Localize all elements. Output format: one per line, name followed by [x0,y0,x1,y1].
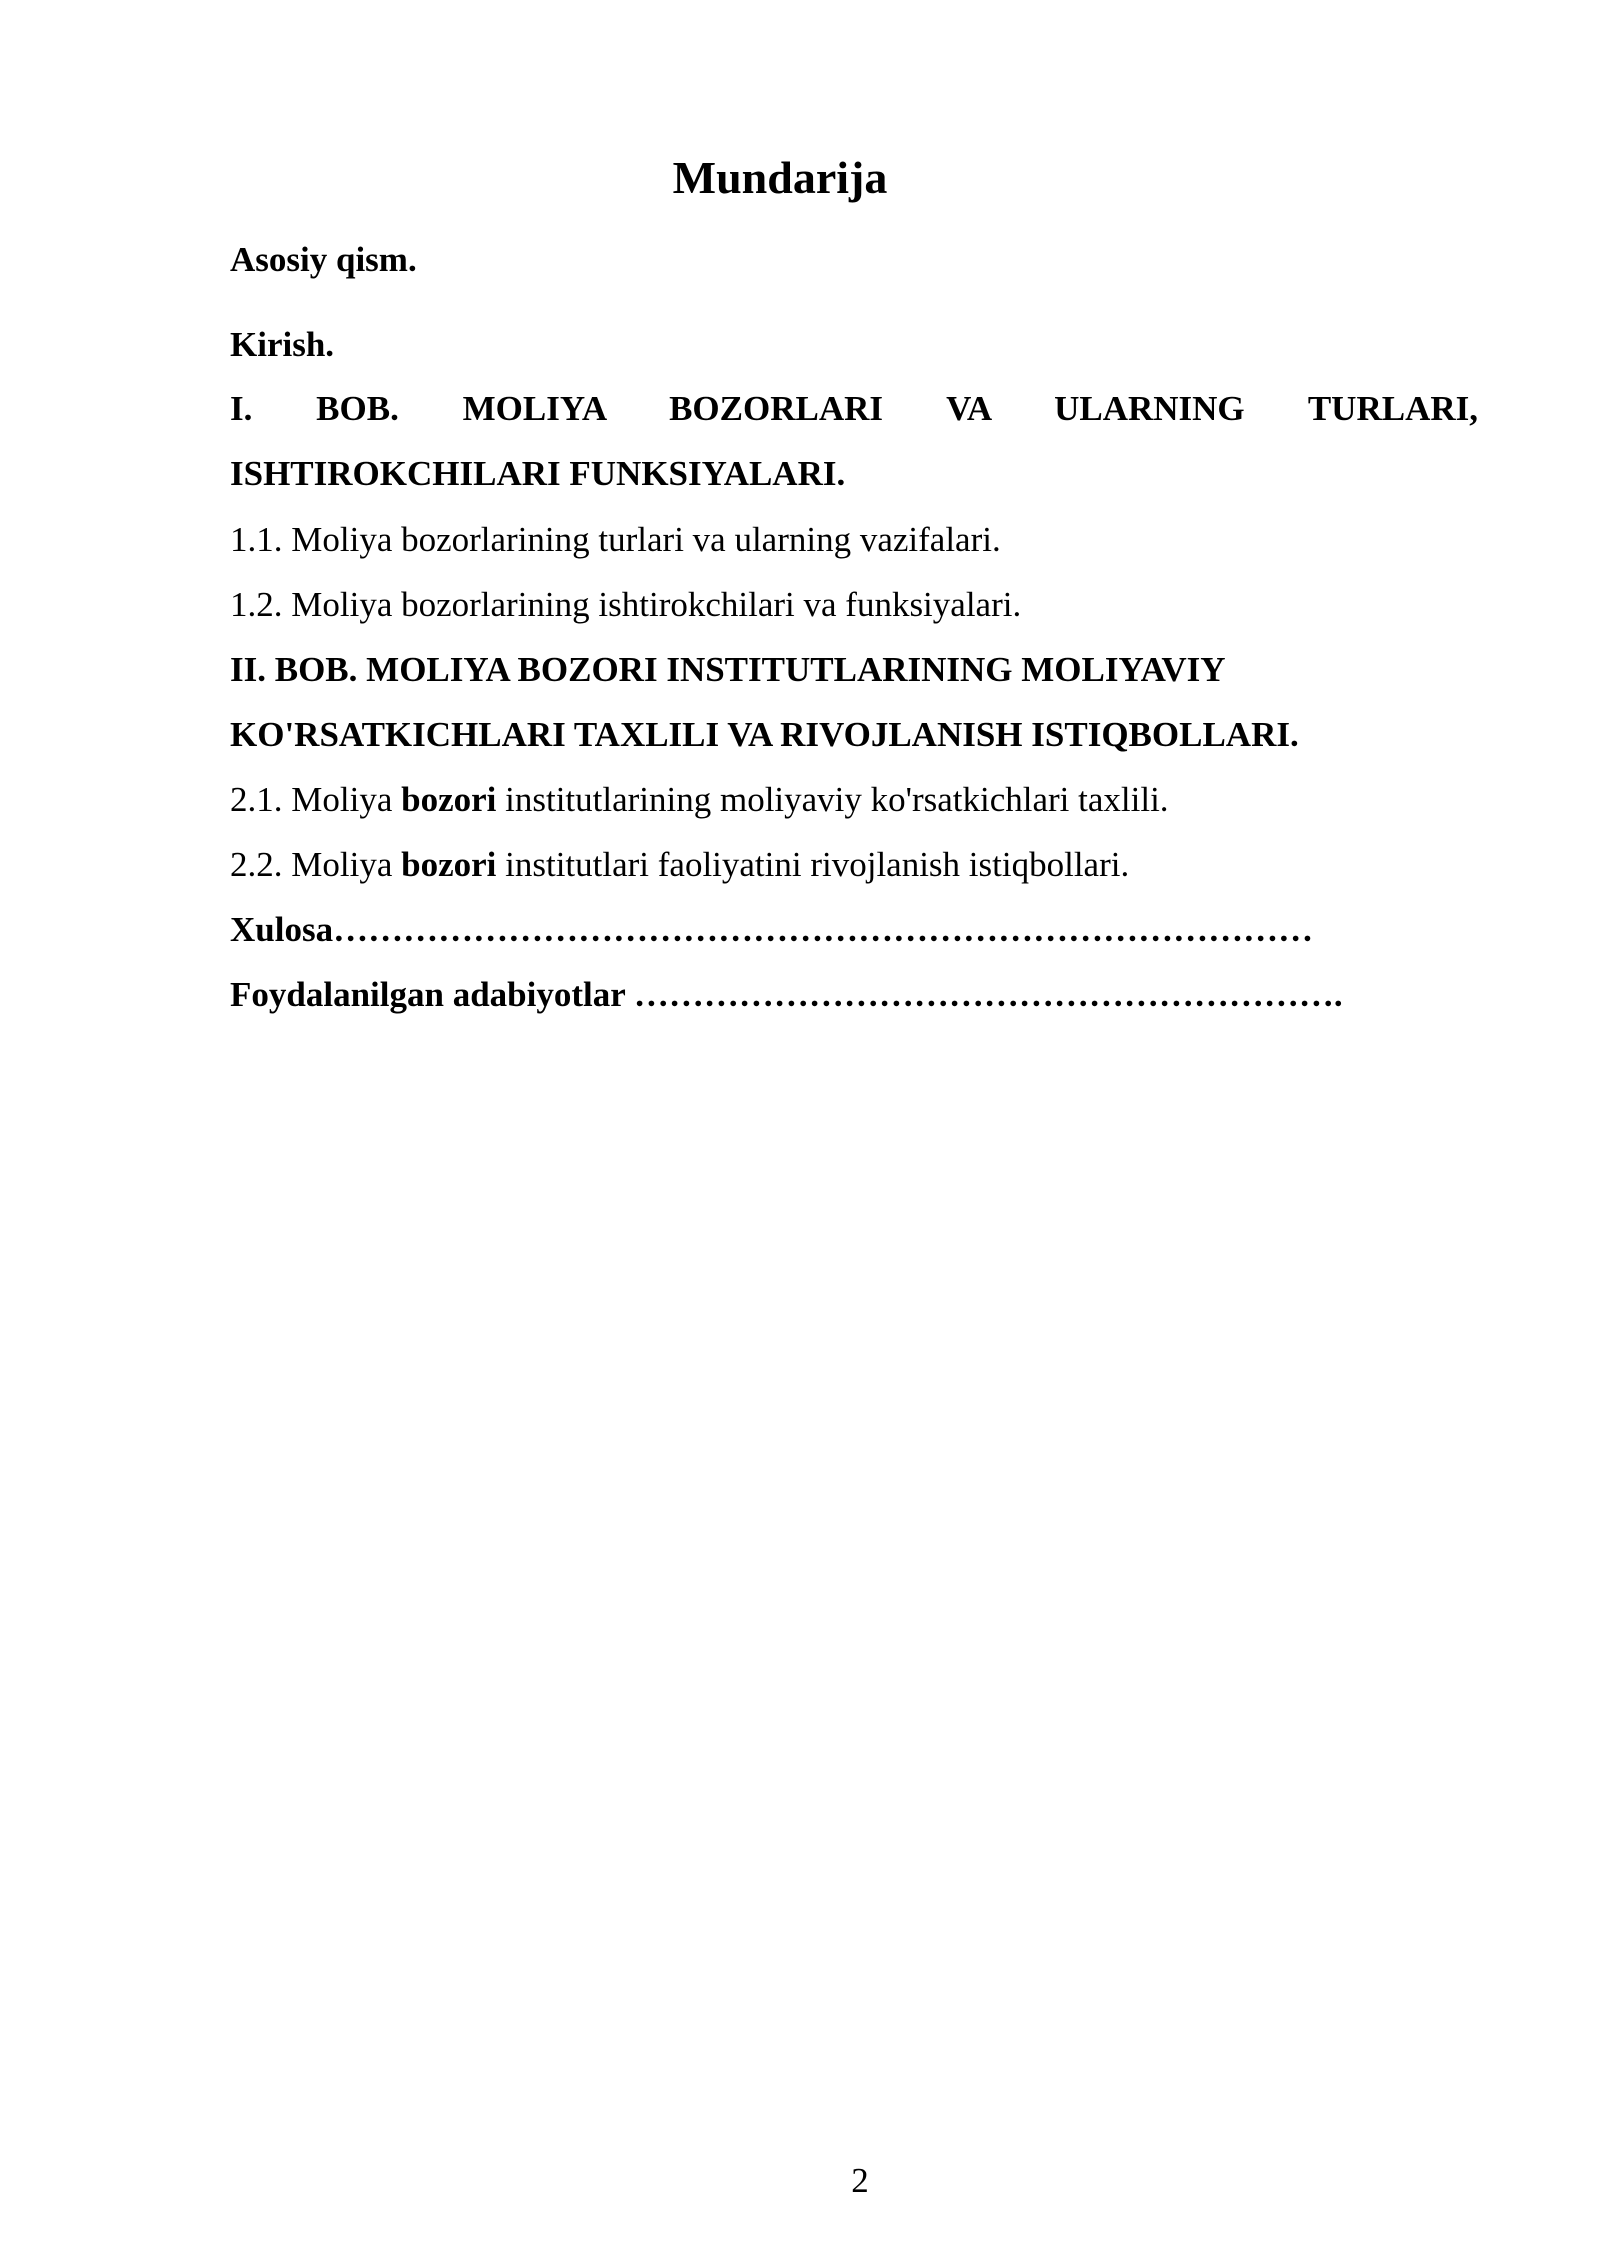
toc-main-part-heading: Asosiy qism. [230,240,417,279]
toc-section-2-2 [230,842,1478,888]
page-number: 2 [851,2161,869,2200]
toc-section-1-2: 1.2. Moliya bozorlarining ishtirokchilari va funksiyalari. [230,585,1022,624]
toc-introduction: Kirish. [230,325,335,364]
toc-section-2-2-prefix: 2.2. Moliya [230,845,402,884]
toc-conclusion: Xulosa………………………………………………………………………… [230,910,1314,949]
toc-section-2-2-suffix: institutlari faoliyatini rivojlanish istiqbollari. [496,845,1130,884]
page-title: Mundarija [672,152,888,203]
toc-chapter-2-line-1: II. BOB. MOLIYA BOZORI INSTITUTLARINING MOLIYAVIY [230,650,1226,689]
toc-references: Foydalanilgan adabiyotlar ……………………………………………………. [230,975,1343,1014]
toc-chapter-1-line-2: ISHTIROKCHILARI FUNKSIYALARI. [230,454,846,493]
toc-section-2-1-bold-word: bozori [401,780,497,819]
toc-section-2-1 [230,777,1478,823]
toc-chapter-1-line-1: I. BOB. MOLIYA BOZORLARI VA ULARNING TURLARI, [230,389,1478,428]
toc-section-1-1: 1.1. Moliya bozorlarining turlari va ularning vazifalari. [230,520,1001,559]
toc-section-2-2-bold-word: bozori [401,845,497,884]
toc-section-2-1-suffix: institutlarining moliyaviy ko'rsatkichlari taxlili. [496,780,1169,819]
toc-chapter-2-line-2: KO'RSATKICHLARI TAXLILI VA RIVOJLANISH ISTIQBOLLARI. [230,715,1299,754]
toc-section-2-1-prefix: 2.1. Moliya [230,780,402,819]
